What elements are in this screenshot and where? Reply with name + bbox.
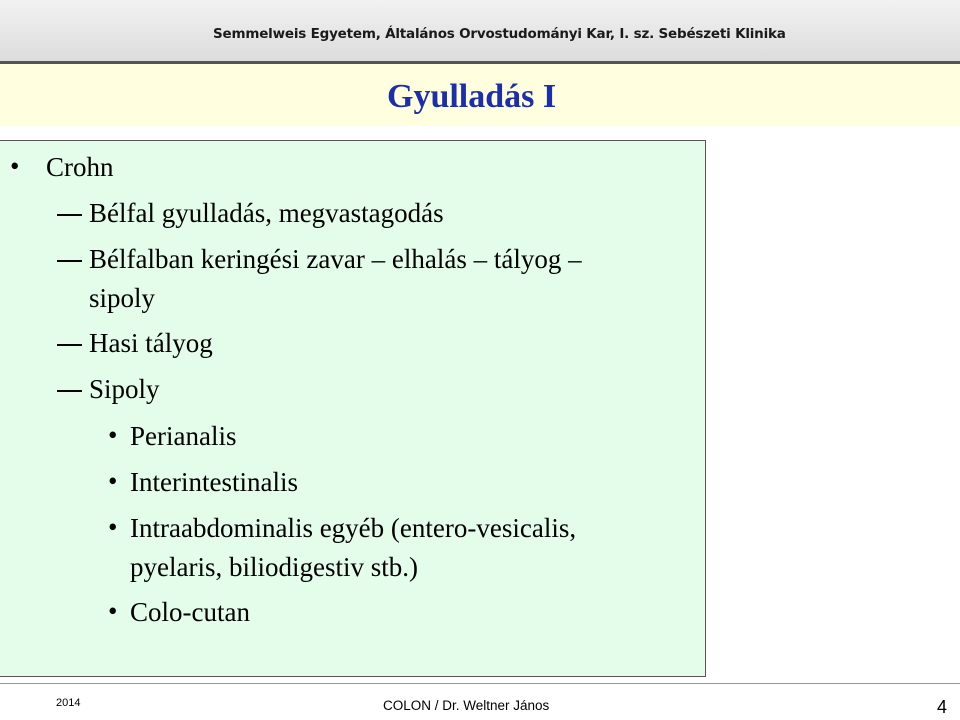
page-number: 4	[937, 697, 948, 717]
bullet-colo-cutan: Colo-cutan	[130, 597, 250, 627]
footer-author: COLON / Dr. Weltner János	[383, 698, 550, 713]
bullet-icon: •	[108, 466, 118, 496]
bullet-intraabdominalis-line2: pyelaris, biliodigestiv stb.)	[130, 552, 418, 582]
bullet-intraabdominalis-line1: Intraabdominalis egyéb (entero-vesicalis,	[130, 513, 577, 543]
bullet-crohn: Crohn	[46, 152, 114, 182]
footer-year: 2014	[56, 697, 81, 709]
bullet-icon: •	[10, 151, 20, 181]
dash-icon	[57, 260, 82, 262]
institution-header: Semmelweis Egyetem, Általános Orvostudományi Kar, I. sz. Sebészeti Klinika	[213, 26, 786, 42]
footer-divider	[0, 683, 960, 684]
bullet-belfalban-line2: sipoly	[89, 283, 156, 313]
bullet-icon: •	[108, 596, 118, 626]
bullet-belfal-gyulladas: Bélfal gyulladás, megvastagodás	[89, 198, 444, 228]
dash-icon	[57, 390, 82, 392]
header-band	[0, 0, 960, 62]
bullet-hasi-talyog: Hasi tályog	[89, 328, 213, 358]
bullet-sipoly: Sipoly	[89, 374, 160, 404]
dash-icon	[57, 344, 82, 346]
bullet-belfalban-line1: Bélfalban keringési zavar – elhalás – tályog –	[89, 244, 582, 274]
bullet-perianalis: Perianalis	[130, 421, 237, 451]
slide-title: Gyulladás I	[387, 78, 557, 115]
bullet-icon: •	[108, 420, 118, 450]
bullet-icon: •	[108, 512, 118, 542]
dash-icon	[57, 214, 82, 216]
bullet-interintestinalis: Interintestinalis	[130, 467, 298, 497]
